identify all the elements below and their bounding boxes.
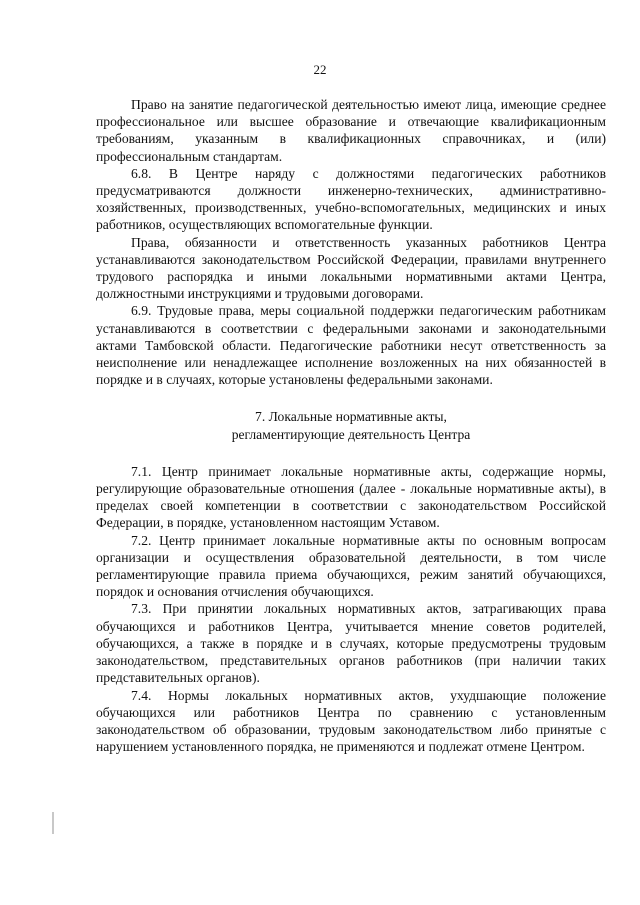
page-number: 22 [313,62,327,77]
paragraph: 6.8. В Центре наряду с должностями педагогических работников предусматриваются должности инженерно-технических, административно-хозяйственных, производственных, учебно-вспомогательных, медицинских и иных работников, осуществляющих вспомогательные функции. [96,165,606,233]
document-body [96,96,606,755]
paragraph: Права, обязанности и ответственность указанных работников Центра устанавливаются законодательством Российской Федерации, правилами внутреннего трудового распорядка и иными локальными нормативными актами Центра, должностными инструкциями и трудовыми договорами. [96,234,606,302]
section-heading-line: 7. Локальные нормативные акты, [255,409,447,425]
paragraph: 7.2. Центр принимает локальные нормативные акты по основным вопросам организации и осуществления образовательной деятельности, в том числе регламентирующие правила приема обучающихся, режим занятий обучающихся, порядок и основания отчисления обучающихся. [96,532,606,600]
paragraph: 6.9. Трудовые права, меры социальной поддержки педагогическим работникам устанавливаются в соответствии с федеральными законами и законодательными актами Тамбовской области. Педагогические работники несут ответственность за неисполнение или ненадлежащее исполнение возложенных на них обязанностей в порядке и в случаях, которые установлены федеральными законами. [96,303,606,388]
section-heading [96,408,606,442]
section-heading-line: регламентирующие деятельность Центра [231,426,471,442]
paragraph: Право на занятие педагогической деятельностью имеют лица, имеющие среднее профессиональное или высшее образование и отвечающие квалификационным требованиям, указанным в квалификационных справочниках, и (или) профессиональным стандартам. [96,97,606,164]
paragraph: 7.1. Центр принимает локальные нормативные акты, содержащие нормы, регулирующие образовательные отношения (далее - локальные нормативные акты), в пределах своей компетенции в соответствии с законодательством Российской Федерации, в порядке, установленном настоящим Уставом. [96,463,606,531]
paragraph: 7.4. Нормы локальных нормативных актов, ухудшающие положение обучающихся или работников Центра по сравнению с установленным законодательством об образовании, трудовым законодательством либо принятые с нарушением установленного порядка, не применяются и подлежат отмене Центром. [96,687,606,755]
scan-artifact [52,812,54,834]
paragraph: 7.3. При принятии локальных нормативных актов, затрагивающих права обучающихся и работников Центра, учитывается мнение советов родителей, обучающихся, а также в порядке и в случаях, которые предусмотрены трудовым законодательством, представительных органов работников (при наличии таких представительных органов). [96,601,606,686]
